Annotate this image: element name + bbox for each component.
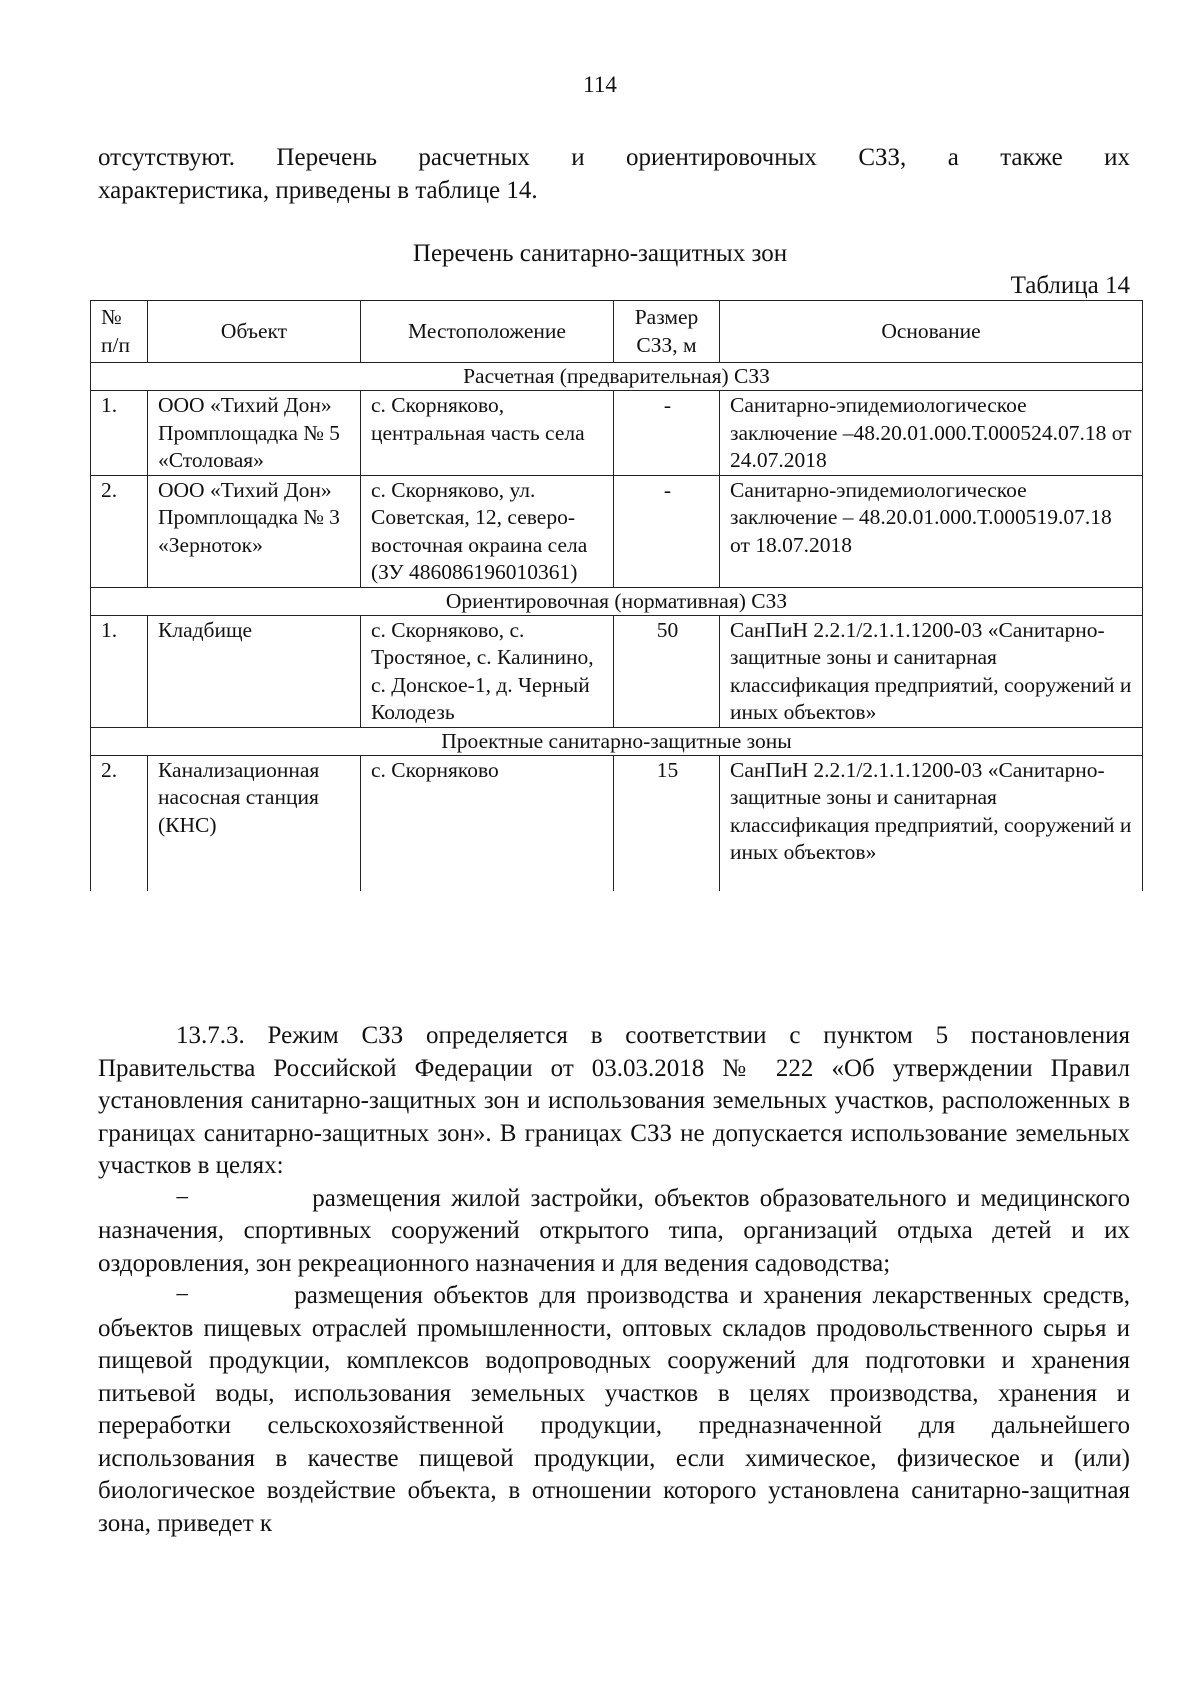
section-title: Расчетная (предварительная) СЗЗ [91, 363, 1143, 391]
header-location: Местоположение [361, 301, 614, 363]
cell-basis: Санитарно-эпидемиологическое заключение – 48.20.01.000.Т.000519.07.18 от 18.07.2018 [720, 475, 1143, 587]
bullet-item [98, 1280, 1130, 1540]
table-caption: Перечень санитарно-защитных зон [412, 240, 788, 267]
section-row [91, 363, 1143, 391]
table-row [91, 475, 1143, 587]
cell-location: с. Скорняково, ул. Советская, 12, северо-восточная окраина села (ЗУ 486086196010361) [361, 475, 614, 587]
cell-size: 15 [614, 755, 720, 891]
szz-table [90, 300, 1143, 891]
cell-no: 2. [91, 755, 148, 891]
table-row [91, 755, 1143, 891]
cell-no: 1. [91, 391, 148, 476]
dash-marker: − [175, 1282, 190, 1309]
table-row [91, 391, 1143, 476]
bullet-text: размещения жилой застройки, объектов образовательного и медицинского назначения, спортивных сооружений открытого типа, организаций отдыха детей и их оздоровления, зон рекреационного назначения и для ведения садоводства; [98, 1184, 1131, 1277]
cell-basis: Санитарно-эпидемиологическое заключение –48.20.01.000.Т.000524.07.18 от 24.07.2018 [720, 391, 1143, 476]
cell-size: 50 [614, 615, 720, 727]
table-header-row [91, 301, 1143, 363]
cell-basis: СанПиН 2.2.1/2.1.1.1200-03 «Санитарно-защитные зоны и санитарная классификация предприятий, сооружений и иных объектов» [720, 615, 1143, 727]
header-object: Объект [148, 301, 361, 363]
header-size: Размер СЗЗ, м [614, 301, 720, 363]
cell-no: 1. [91, 615, 148, 727]
section-title: Проектные санитарно-защитные зоны [91, 727, 1143, 755]
dash-marker: − [175, 1184, 190, 1212]
bullet-item [98, 1183, 1130, 1281]
cell-location: с. Скорняково, с. Тростяное, с. Калинино, с. Донское-1, д. Черный Колодезь [361, 615, 614, 727]
cell-no: 2. [91, 475, 148, 587]
lead-line-1: отсутствуют. Перечень расчетных и ориентировочных СЗЗ, а также их [98, 144, 1130, 171]
cell-object: Канализационная насосная станция (КНС) [148, 755, 361, 891]
cell-location: с. Скорняково [361, 755, 614, 891]
page-number: 114 [583, 72, 617, 97]
bullet-text: размещения объектов для производства и хранения лекарственных средств, объектов пищевых отраслей промышленности, оптовых складов продовольственного сырья и пищевой продукции, комплексов водопроводных сооружений для подготовки и хранения питьевой воды, использования земельных участков в целях производства, хранения и переработки сельскохозяйственной продукции, предназначенной для дальнейшего использования в качестве пищевой продукции, если химическое, физическое и (или) биологическое воздействие объекта, в отношении которого установлена санитарно-защитная зона, приведет к [98, 1282, 1130, 1537]
body-text [98, 1020, 1130, 1540]
cell-object: ООО «Тихий Дон» Промплощадка № 3 «Зерноток» [148, 475, 361, 587]
cell-size: - [614, 391, 720, 476]
header-no: № п/п [91, 301, 148, 363]
section-title: Ориентировочная (нормативная) СЗЗ [91, 587, 1143, 615]
lead-paragraph [98, 141, 1130, 207]
section-row [91, 587, 1143, 615]
cell-basis: СанПиН 2.2.1/2.1.1.1200-03 «Санитарно-защитные зоны и санитарная классификация предприятий, сооружений и иных объектов» [720, 755, 1143, 891]
table-number-label: Таблица 14 [1010, 272, 1130, 299]
cell-size: - [614, 475, 720, 587]
cell-object: ООО «Тихий Дон» Промплощадка № 5 «Столовая» [148, 391, 361, 476]
paragraph: 13.7.3. Режим СЗЗ определяется в соответствии с пунктом 5 постановления Правительства Российской Федерации от 03.03.2018 № 222 «Об утверждении Правил установления санитарно-защитных зон и использования земельных участков, расположенных в границах санитарно-защитных зон». В границах СЗЗ не допускается использование земельных участков в целях: [98, 1022, 1130, 1179]
lead-line-2: характеристика, приведены в таблице 14. [98, 177, 538, 204]
cell-object: Кладбище [148, 615, 361, 727]
header-basis: Основание [720, 301, 1143, 363]
table-row [91, 615, 1143, 727]
section-row [91, 727, 1143, 755]
cell-location: с. Скорняково, центральная часть села [361, 391, 614, 476]
